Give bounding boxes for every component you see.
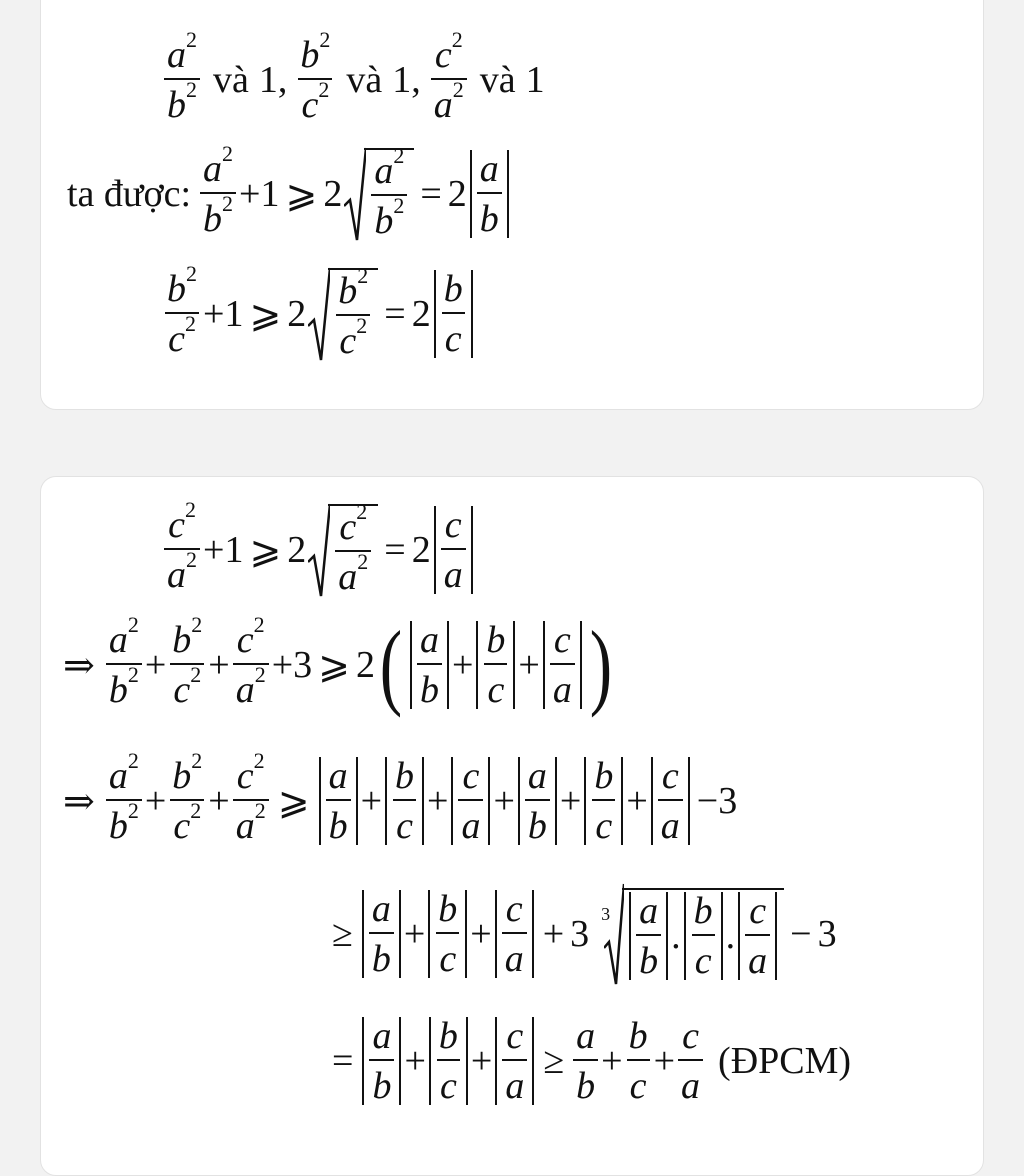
solution-card-top: [40, 0, 984, 410]
solution-card-bottom: [40, 476, 984, 1176]
fraction-c2-a2: $\frac{c^2}{a^2}$: [431, 36, 467, 124]
word-va: và: [479, 59, 516, 101]
implication-line-1: ⇒ $\frac{a^2}{b^2}$ + $\frac{b^2}{c^2}$ + $\frac{c^2}{a^2}$ + 3 ⩾ 2 ( $\frac{a}{b}$ + $\frac{b}{c}$ + $\frac{c}{a}$ ): [63, 611, 613, 718]
fraction-a2-b2: $\frac{a^2}{b^2}$: [164, 36, 200, 124]
sqrt-bc: $\frac{b^2}{c^2}$: [308, 266, 378, 362]
cube-root: 3 $\frac{a}{b}$ . $\frac{b}{c}$ . $\frac{c}{a}$: [601, 882, 784, 986]
inequality-line-bc: $\frac{b^2}{c^2}$ + 1 ⩾ 2 $\frac{b^2}{c^2}$ = 2 $\frac{b}{c}$: [161, 266, 476, 362]
inequality-line-ca: $\frac{c^2}{a^2}$ + 1 ⩾ 2 $\frac{c^2}{a^2}$ = 2 $\frac{c}{a}$: [161, 502, 476, 598]
am-gm-cube-root-line: ≥ $\frac{a}{b}$ + $\frac{b}{c}$ + $\frac{c}{a}$ + 3 3 $\frac{a}{b}$ . $\frac{b}{c}$ . $\frac{c}{a}$ − 3: [326, 882, 837, 986]
inequality-line-ab: ta được: $\frac{a^2}{b^2}$ + 1 ⩾ 2 $\frac{a^2}{b^2}$ = 2 $\frac{a}{b}$: [67, 146, 512, 242]
word-ta-duoc: ta được:: [67, 173, 192, 215]
conclusion-line: = $\frac{a}{b}$ + $\frac{b}{c}$ + $\frac{c}{a}$ ≥ $\frac{a}{b}$ + $\frac{b}{c}$ + $\frac{c}{a}$ (ĐPCM): [332, 1015, 852, 1107]
dpcm-label: (ĐPCM): [718, 1040, 852, 1082]
pairs-line: $\frac{a^2}{b^2}$ và 1 , $\frac{b^2}{c^2}$ và 1 , $\frac{c^2}{a^2}$ và 1: [161, 36, 545, 124]
fraction-b2-c2: $\frac{b^2}{c^2}$: [300, 27, 331, 126]
sqrt-ab: $\frac{a^2}{b^2}$: [344, 146, 414, 242]
word-va: và: [213, 59, 249, 101]
sqrt-ca: $\frac{c^2}{a^2}$: [308, 502, 378, 598]
implication-line-2: ⇒ $\frac{a^2}{b^2}$ + $\frac{b^2}{c^2}$ + $\frac{c^2}{a^2}$ ⩾ $\frac{a}{b}$ + $\frac{b}{c}$ + $\frac{c}{a}$ + $\frac{a}{b}$ + $\frac{b}{c}$ + $\frac{c}{a}$ − 3: [63, 748, 738, 847]
word-va: và: [346, 59, 383, 101]
